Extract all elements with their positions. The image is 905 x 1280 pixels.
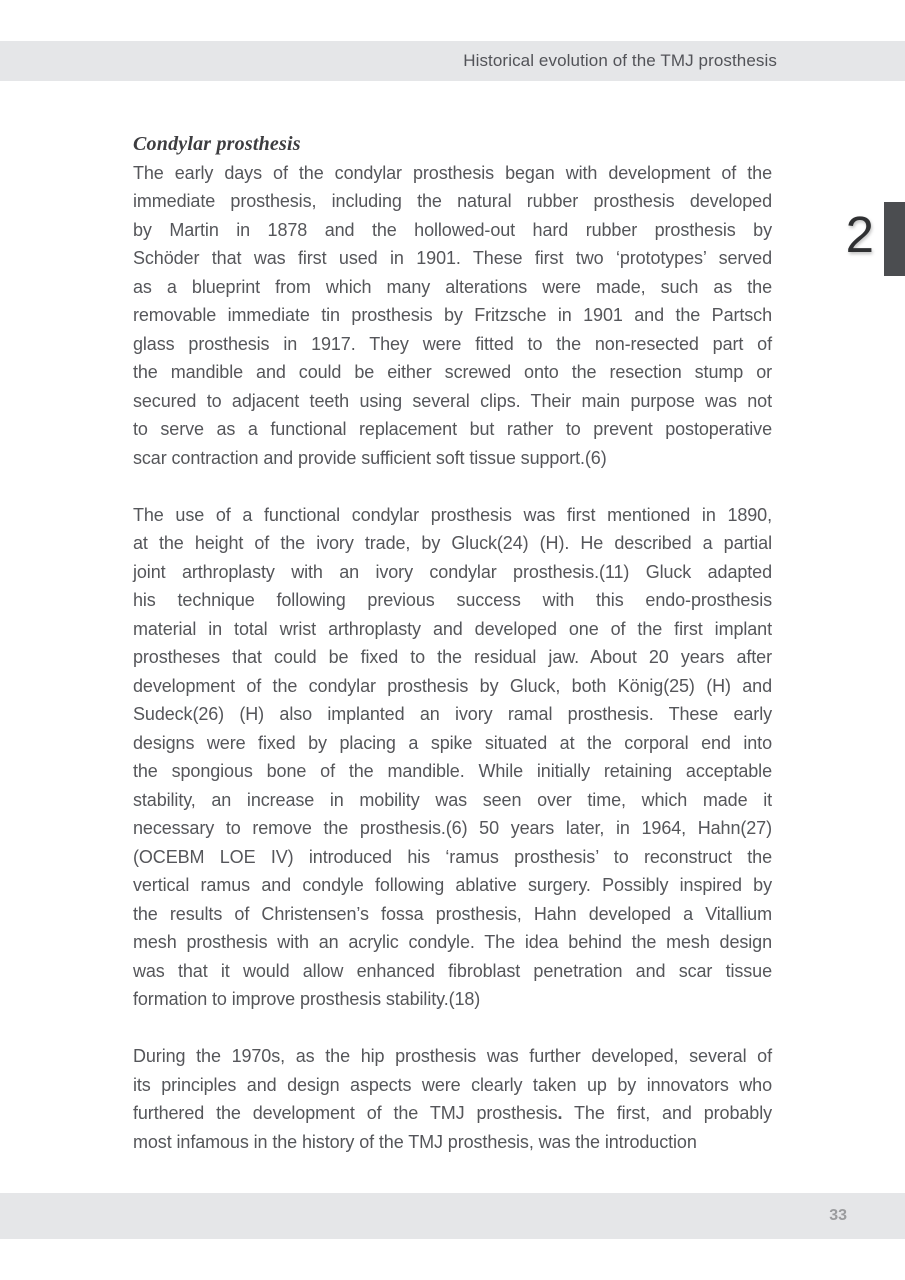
paragraph-3	[133, 1042, 772, 1156]
text-line: as a blueprint from which many alterations were made, such as the	[133, 276, 772, 297]
running-title: Historical evolution of the TMJ prosthesis	[463, 51, 777, 70]
text-line: the results of Christensen’s fossa prosthesis, Hahn developed a Vitallium	[133, 903, 772, 924]
text-line: The early days of the condylar prosthesis began with development of the	[133, 162, 772, 183]
text-line: mesh prosthesis with an acrylic condyle. The idea behind the mesh design	[133, 932, 772, 952]
chapter-tab	[884, 202, 905, 276]
page-content	[133, 130, 772, 1156]
text-line: (OCEBM LOE IV) introduced his ‘ramus prosthesis’ to reconstruct the	[133, 846, 772, 867]
text-line: the spongious bone of the mandible. While initially retaining acceptable	[133, 761, 772, 781]
text-line: immediate prosthesis, including the natural rubber prosthesis developed	[133, 191, 772, 211]
text-line: Sudeck(26) (H) also implanted an ivory ramal prosthesis. These early	[133, 704, 772, 724]
text-line: formation to improve prosthesis stability.(18)	[133, 989, 481, 1009]
footer-bar	[0, 1193, 905, 1239]
text-line: During the 1970s, as the hip prosthesis was further developed, several of	[133, 1046, 772, 1066]
header-bar	[0, 41, 905, 81]
text-line: material in total wrist arthroplasty and developed one of the first implant	[133, 618, 772, 639]
text-line: by Martin in 1878 and the hollowed-out hard rubber prosthesis by	[133, 219, 772, 240]
text-line: its principles and design aspects were clearly taken up by innovators who	[133, 1074, 772, 1095]
text-segment: furthered the development of the TMJ prosthesis	[133, 1103, 558, 1123]
text-segment: The first, and probably	[562, 1103, 772, 1123]
bold-text-segment: .	[557, 1103, 563, 1123]
text-line: vertical ramus and condyle following ablative surgery. Possibly inspired by	[133, 875, 772, 895]
text-line: Schöder that was first used in 1901. These first two ‘prototypes’ served	[133, 248, 772, 268]
text-line: joint arthroplasty with an ivory condylar prosthesis.(11) Gluck adapted	[133, 561, 772, 582]
text-line: The use of a functional condylar prosthesis was first mentioned in 1890,	[133, 504, 772, 525]
text-line: at the height of the ivory trade, by Gluck(24) (H). He described a partial	[133, 533, 772, 553]
page-number: 33	[829, 1207, 847, 1224]
text-line: removable immediate tin prosthesis by Fritzsche in 1901 and the Partsch	[133, 305, 772, 325]
text-line: necessary to remove the prosthesis.(6) 50 years later, in 1964, Hahn(27)	[133, 818, 772, 838]
text-line: stability, an increase in mobility was seen over time, which made it	[133, 789, 772, 810]
text-line: designs were fixed by placing a spike situated at the corporal end into	[133, 732, 772, 753]
text-line: secured to adjacent teeth using several clips. Their main purpose was not	[133, 390, 772, 411]
text-line: glass prosthesis in 1917. They were fitted to the non-resected part of	[133, 333, 772, 354]
text-line: development of the condylar prosthesis by Gluck, both König(25) (H) and	[133, 675, 772, 696]
paragraph-1	[133, 159, 772, 473]
text-line: the mandible and could be either screwed onto the resection stump or	[133, 362, 772, 382]
text-line: his technique following previous success with this endo-prosthesis	[133, 590, 772, 610]
paragraph-2	[133, 501, 772, 1014]
text-line: was that it would allow enhanced fibroblast penetration and scar tissue	[133, 960, 772, 981]
text-line: most infamous in the history of the TMJ prosthesis, was the introduction	[133, 1131, 697, 1152]
text-line: to serve as a functional replacement but rather to prevent postoperative	[133, 419, 772, 439]
chapter-number: 2	[845, 206, 874, 263]
text-line	[133, 1099, 772, 1128]
text-line: prostheses that could be fixed to the residual jaw. About 20 years after	[133, 647, 772, 667]
section-heading: Condylar prosthesis	[133, 133, 301, 155]
text-line: scar contraction and provide sufficient soft tissue support.(6)	[133, 447, 607, 468]
